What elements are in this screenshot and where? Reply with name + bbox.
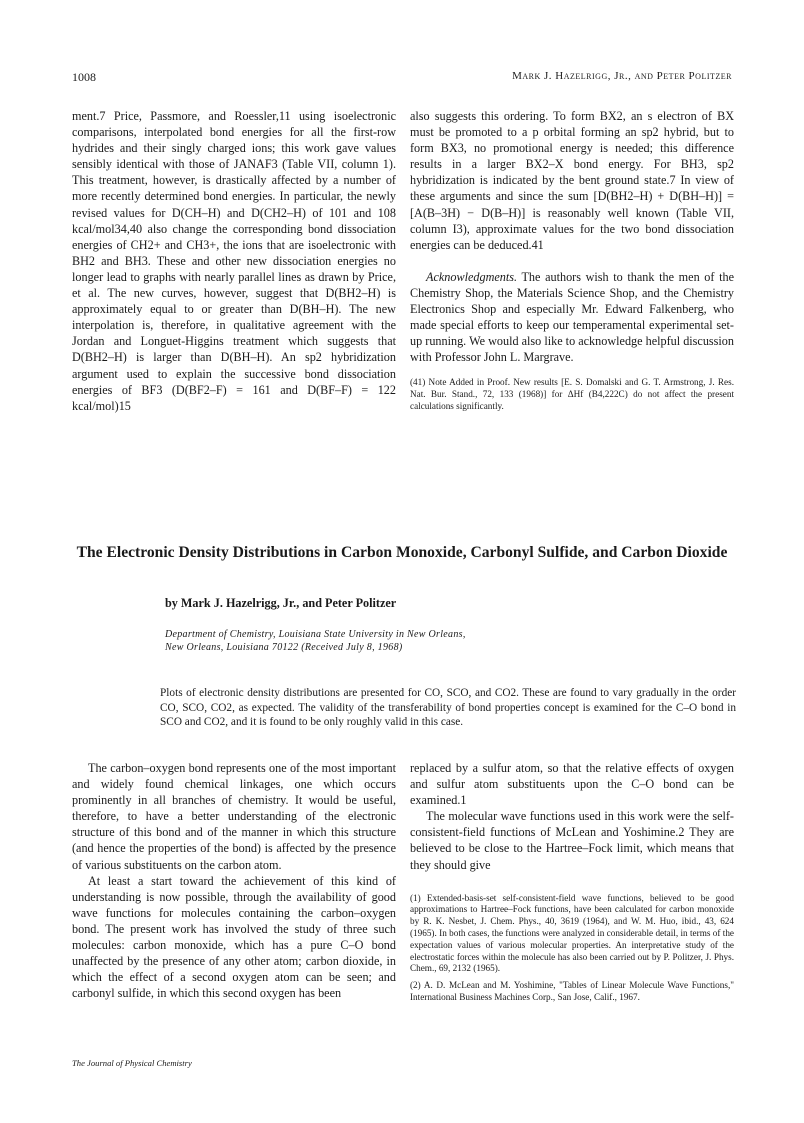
body-paragraph: The molecular wave functions used in this work were the self-consistent-field functions of McLean and Yoshimine.2 They are believed to be close to the Hartree–Fock limit, which means that they should give (410, 809, 734, 872)
acknowledgments (410, 269, 734, 366)
running-head: Mark J. Hazelrigg, Jr., and Peter Politzer (512, 70, 732, 82)
acknowledgments-label: Acknowledgments. (426, 269, 518, 284)
bottom-right-column (410, 760, 734, 1009)
body-paragraph: At least a start toward the achievement of this kind of understanding is now possible, through the availability of good wave functions for molecules containing the carbon–oxygen bond. The present work has involved the study of three such molecules: carbon monoxide, which has a pure C–O bond unaffected by the presence of any other atom; carbon dioxide, in which the effect of a second oxygen atom can be seen; and carbonyl sulfide, in which this second oxygen has been (72, 873, 396, 1001)
body-paragraph: ment.7 Price, Passmore, and Roessler,11 using isoelectronic comparisons, interpolated bond energies for all the first-row hydrides and their singly charged ions; this work gave values sensibly identical with those of JANAF3 (Table VII, column 1). This treatment, however, is drastically affected by a number of more recently determined bond energies. In particular, the newly revised values for D(CH–H) and D(CH2–H) of 101 and 108 kcal/mol34,40 also change the corresponding bond dissociation energies of CH2+ and CH3+, the ions that are isoelectronic with BH2 and BH3. These and other new dissociation energies no longer lead to graphs with nearly parallel lines as drawn by Price, et al. The new curves, however, suggest that D(BH2–H) is approximately equal to or greater than D(BH–H). The new interpolation is, therefore, in qualitative agreement with the Jordan and Longuet-Higgins treatment which suggests that D(BH2–H) is larger than D(BH–H). An sp2 hybridization argument used to explain the successive bond dissociation energies of BF3 (D(BF2–F) = 161 and D(BF–F) = 122 kcal/mol)15 (72, 109, 396, 413)
article-title: The Electronic Density Distributions in Carbon Monoxide, Carbonyl Sulfide, and Carbon Dioxide (76, 544, 728, 561)
note-added-in-proof: (41) Note Added in Proof. New results [E. S. Domalski and G. T. Armstrong, J. Res. Nat. Bur. Stand., 72, 133 (1968)] for ΔHf (B4,222C) do not affect the present calculations significantly. (410, 377, 734, 411)
author-affiliation (165, 628, 466, 654)
footnote-2: (2) A. D. McLean and M. Yoshimine, "Tables of Linear Molecule Wave Functions," International Business Machines Corp., San Jose, Calif., 1967. (410, 980, 734, 1003)
page-number: 1008 (72, 70, 96, 84)
body-paragraph: also suggests this ordering. To form BX2, an s electron of BX must be promoted to a p orbital forming an sp2 hybrid, but to form BX3, no promotional energy is needed; this difference results in a larger BX2–X bond energy. For BH3, sp2 hybridization is indicated by the bent ground state.7 In view of these arguments and since the sum [D(BH2–H) + D(BH–H)] = [A(B–3H) − D(B–H)] is reasonably well known (Table VII, column I3), approximate values for the two bond dissociation energies can be deduced.41 (410, 109, 734, 252)
bottom-left-column (72, 760, 396, 1001)
article-authors: by Mark J. Hazelrigg, Jr., and Peter Politzer (165, 596, 397, 610)
body-paragraph: replaced by a sulfur atom, so that the relative effects of oxygen and sulfur atom substituents upon the C–O bond can be examined.1 (410, 761, 734, 808)
footnote-1: (1) Extended-basis-set self-consistent-field wave functions, believed to be good approximations to Hartree–Fock functions, have been calculated for carbon monoxide by R. K. Nesbet, J. Chem. Phys., 40, 3619 (1964), and W. M. Huo, ibid., 43, 624 (1965). In both cases, the functions were analyzed in considerable detail, in terms of the expectation values of various molecular properties. An interpretative study of the electrostatic forces within the molecule has also been carried out by P. Politzer, J. Phys. Chem., 69, 2132 (1965). (410, 892, 734, 974)
affiliation-line: New Orleans, Louisiana 70122 (Received July 8, 1968) (165, 642, 403, 653)
top-right-column (410, 108, 734, 413)
body-paragraph: The carbon–oxygen bond represents one of the most important and widely found chemical linkages, one which occurs prominently in all branches of chemistry. It would be useful, therefore, to have a better understanding of the electronic structure of this bond and of the manner in which this structure (and hence the properties of the bond) is affected by the presence of various substituents on the carbon atom. (72, 761, 396, 872)
top-left-column (72, 108, 396, 414)
journal-footer: The Journal of Physical Chemistry (72, 1058, 192, 1068)
footnotes (410, 893, 734, 1004)
affiliation-line: Department of Chemistry, Louisiana State University in New Orleans, (165, 629, 466, 640)
abstract: Plots of electronic density distributions are presented for CO, SCO, and CO2. These are found to vary gradually in the order CO, SCO, CO2, as expected. The validity of the transferability of bond properties concept is examined for the C–O bond in SCO and CO2, and it is found to be only roughly valid in this case. (160, 687, 736, 728)
acknowledgments-text: The authors wish to thank the men of the Chemistry Shop, the Materials Science Shop, and the Chemistry Electronics Shop and especially Mr. Edward Falkenberg, who made special efforts to keep our temperamental experimental set-up running. We would also like to acknowledge helpful discussion with Professor John L. Margrave. (410, 269, 734, 365)
